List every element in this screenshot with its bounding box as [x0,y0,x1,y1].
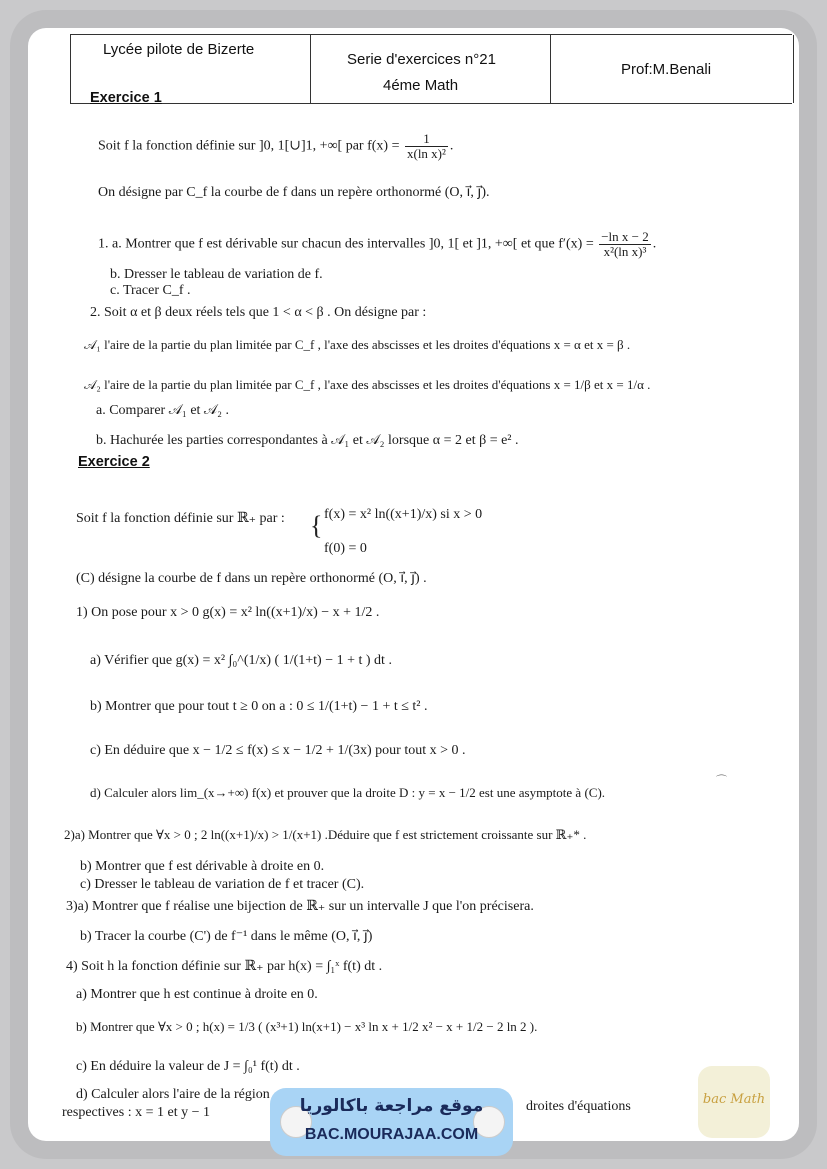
ex1-line-2: On désigne par C_f la courbe de f dans un repère orthonormé (O, i⃗, j⃗). [98,185,490,200]
ex1-line-7: 𝒜₁ l'aire de la partie du plan limitée par C_f , l'axe des abscisses et les droites d'équations x = α et x = β . [84,337,631,352]
ex2-line-12: b) Tracer la courbe (C') de f⁻¹ dans le même (O, i⃗, j⃗) [80,929,373,944]
banner-url[interactable]: BAC.MOURAJAA.COM [304,1126,479,1143]
header-teacher-cell [550,35,794,103]
class-level: 4éme Math [383,77,459,94]
ex2-line-15: b) Montrer que ∀x > 0 ; h(x) = 1/3 ( (x³+1) ln(x+1) − x³ ln x + 1/2 x² − x + 1/2 − 2 ln 2 ). [76,1019,538,1034]
exercise-1-title: Exercice 1 [90,90,162,106]
ex1-line-8: 𝒜₂ l'aire de la partie du plan limitée par C_f , l'axe des abscisses et les droites d'équations x = 1/β et x = 1/α . [84,377,651,392]
ex2-line-8: 2)a) Montrer que ∀x > 0 ; 2 ln((x+1)/x) > 1/(x+1) .Déduire que f est strictement croissante sur ℝ₊* . [64,827,587,842]
ex2-line-6: c) En déduire que x − 1/2 ≤ f(x) ≤ x − 1/2 + 1/(3x) pour tout x > 0 . [90,743,466,758]
ex2-line-3: 1) On pose pour x > 0 g(x) = x² ln((x+1)/x) − x + 1/2 . [76,605,380,620]
ex1-fraction-f: $\frac{1}{\text{x(ln x)²}}$ [406,131,446,161]
ex2-line-18: respectives : x = 1 et y − 1 [62,1105,210,1120]
ex1-fraction-fprime: $\frac{\text{−ln x − 2}}{\text{x²(ln x)³}}$ [601,229,649,259]
ex2-line-17: d) Calculer alors l'aire de la région [76,1087,270,1102]
school-name: Lycée pilote de Bizerte [103,41,255,58]
bac-math-logo-text: bac Math [702,1092,766,1107]
bac-math-logo [698,1066,770,1138]
exercise-2-title: Exercice 2 [78,454,150,470]
ex1-line-3: 1. a. Montrer que f est dérivable sur chacun des intervalles ]0, 1[ et ]1, +∞[ et que f′(x) = $\frac{\text{−ln x − 2}}{\text{x²(ln x)³}}$ . [98,229,657,259]
header-series-cell [310,35,551,103]
banner-arabic-title: موقع مراجعة باكالوريا [299,1096,484,1116]
ex2-line-16: c) En déduire la valeur de J = ∫₀¹ f(t) dt . [76,1059,300,1074]
document-sheet [28,28,799,1141]
ex2-line-5: b) Montrer que pour tout t ≥ 0 on a : 0 ≤ 1/(1+t) − 1 + t ≤ t² . [90,699,428,714]
ex2-line-7: d) Calculer alors lim_(x→+∞) f(x) et prouver que la droite D : y = x − 1/2 est une asymptote à (C). [90,785,606,800]
site-banner[interactable] [270,1088,513,1156]
system-brace-icon: { [310,511,323,540]
ex2-line-1c: f(0) = 0 [324,541,367,556]
ex2-line-2: (C) désigne la courbe de f dans un repère orthonormé (O, i⃗, j⃗) . [76,571,427,586]
ex2-line-11: 3)a) Montrer que f réalise une bijection de ℝ₊ sur un intervalle J que l'on précisera. [66,899,534,914]
ex1-line-6: 2. Soit α et β deux réels tels que 1 < α < β . On désigne par : [90,305,427,320]
ex2-line-17b: droites d'équations [526,1099,631,1114]
ex1-line-10: b. Hachurée les parties correspondantes à 𝒜₁ et 𝒜₂ lorsque α = 2 et β = e² . [96,433,519,448]
ex2-line-14: a) Montrer que h est continue à droite en 0. [76,987,318,1002]
handwritten-mark-icon: ⌒ [716,775,727,787]
header-table [70,34,792,104]
ex1-line-4: b. Dresser le tableau de variation de f. [110,267,323,282]
ex2-line-9: b) Montrer que f est dérivable à droite en 0. [80,859,325,874]
ex1-line-5: c. Tracer C_f . [110,283,191,298]
ex2-line-1a: Soit f la fonction définie sur ℝ₊ par : [76,511,285,526]
ex1-line-9: a. Comparer 𝒜₁ et 𝒜₂ . [96,403,230,418]
ex2-line-10: c) Dresser le tableau de variation de f et tracer (C). [80,877,365,892]
ex1-line-1: Soit f la fonction définie sur ]0, 1[∪]1, +∞[ par f(x) = $\frac{1}{\text{x(ln x)²}}$ . [98,131,454,161]
teacher-name: Prof:M.Benali [621,61,712,78]
ex2-line-4: a) Vérifier que g(x) = x² ∫₀^(1/x) ( 1/(1+t) − 1 + t ) dt . [90,653,392,668]
ex2-line-1b: f(x) = x² ln((x+1)/x) si x > 0 [324,507,483,522]
ex2-line-13: 4) Soit h la fonction définie sur ℝ₊ par h(x) = ∫₁ˣ f(t) dt . [66,959,383,974]
series-title: Serie d'exercices n°21 [347,51,496,68]
